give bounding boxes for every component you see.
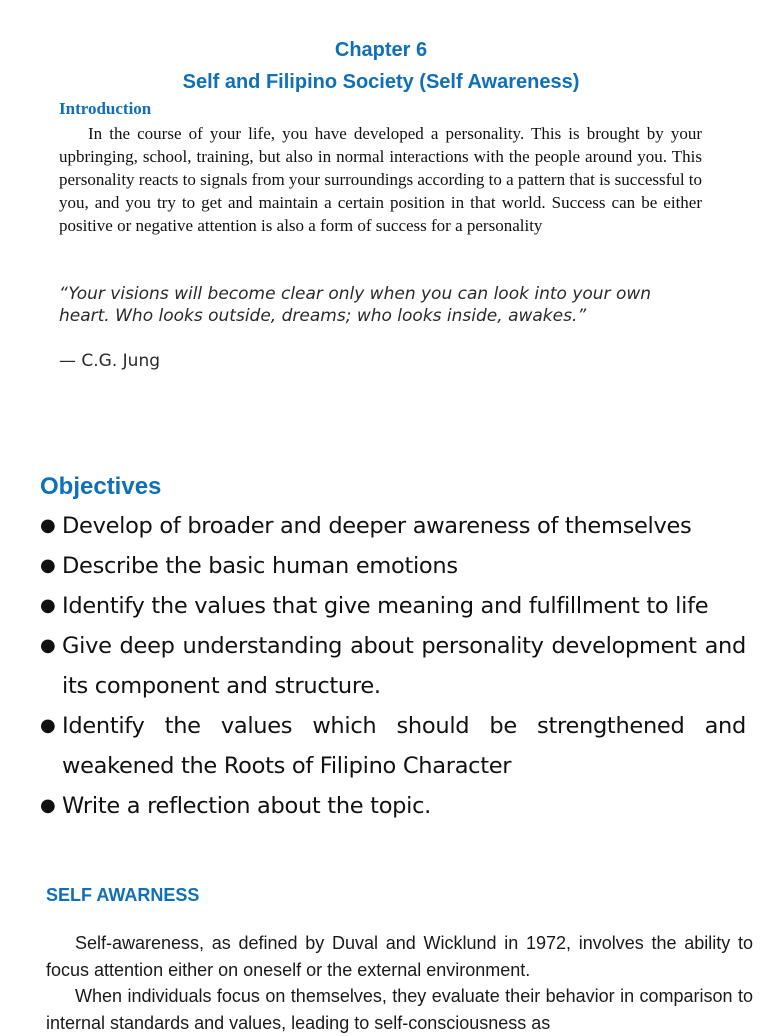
- objective-item: [40, 786, 746, 826]
- objective-text: Identify the values which should be strengthened and weakened the Roots of Filipino Character: [62, 713, 746, 779]
- introduction-paragraph: In the course of your life, you have developed a personality. This is brought by your upbringing, school, training, but also in normal interactions with the people around you. This personality reacts to signals from your surroundings according to a pattern that is successful to you, and you try to get and maintain a certain position in that world. Success can be either positive or negative attention is also a form of success for a personality: [59, 124, 703, 235]
- self-awareness-body: [46, 930, 753, 1036]
- bullet-icon: ●: [40, 635, 56, 656]
- self-awareness-paragraph: Self-awareness, as defined by Duval and Wicklund in 1972, involves the ability to focus attention either on oneself or the external environment.: [46, 933, 753, 980]
- jung-quote: “Your visions will become clear only when you can look into your own heart. Who looks outside, dreams; who looks inside, awakes.”: [59, 284, 652, 326]
- objective-text: Write a reflection about the topic.: [62, 793, 432, 819]
- objective-item: [40, 706, 746, 786]
- objective-text: Describe the basic human emotions: [62, 553, 458, 579]
- introduction-heading: Introduction: [59, 99, 152, 118]
- chapter-number: Chapter 6: [334, 39, 428, 61]
- objective-text: Give deep understanding about personality development and its component and structure.: [62, 633, 746, 699]
- objective-text: Identify the values that give meaning and fulfillment to life: [62, 593, 709, 619]
- objective-item: [40, 626, 746, 706]
- bullet-icon: ●: [40, 595, 56, 616]
- self-awareness-paragraph: When individuals focus on themselves, they evaluate their behavior in comparison to internal standards and values, leading to self-consciousness as: [46, 986, 753, 1033]
- objectives-list: [40, 506, 746, 826]
- objective-item: [40, 586, 746, 626]
- bullet-icon: ●: [40, 515, 56, 536]
- bullet-icon: ●: [40, 795, 56, 816]
- chapter-title: Self and Filipino Society (Self Awareness): [182, 71, 580, 93]
- self-awareness-heading: SELF AWARNESS: [46, 885, 200, 905]
- objective-item: [40, 506, 746, 546]
- objective-item: [40, 546, 746, 586]
- bullet-icon: ●: [40, 555, 56, 576]
- quote-attribution: — C.G. Jung: [59, 351, 161, 371]
- objective-text: Develop of broader and deeper awareness of themselves: [62, 513, 692, 539]
- objectives-heading: Objectives: [40, 473, 162, 500]
- bullet-icon: ●: [40, 715, 56, 736]
